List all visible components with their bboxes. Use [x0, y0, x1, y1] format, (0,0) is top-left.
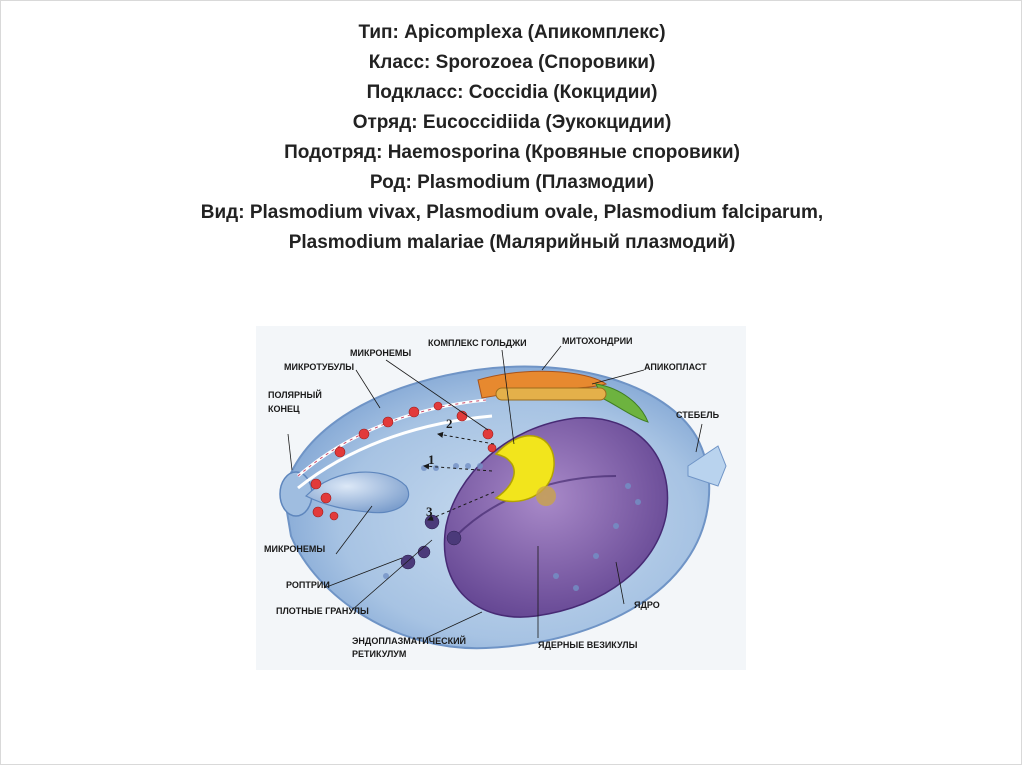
taxonomy-species-cont: Plasmodium malariae (Малярийный плазмодий) — [288, 232, 736, 253]
plasmodium-diagram — [256, 326, 746, 670]
label-mitochondria: МИТОХОНДРИИ — [562, 336, 633, 346]
pathway-number-1: 1 — [428, 452, 435, 467]
taxonomy-genus: Род: Plasmodium (Плазмодии) — [369, 172, 655, 193]
golgi-vesicles — [536, 486, 556, 506]
pathway-number-2: 2 — [446, 416, 453, 431]
label-microtubules: МИКРОТУБУЛЫ — [284, 362, 355, 372]
label-nucleus: ЯДРО — [634, 600, 660, 610]
label-polar-end-2: КОНЕЦ — [268, 404, 300, 414]
taxonomy-order: Отряд: Eucoccidiida (Эукокцидии) — [352, 112, 672, 133]
label-micronemes-top: МИКРОНЕМЫ — [350, 348, 412, 358]
label-micronemes-left: МИКРОНЕМЫ — [264, 544, 326, 554]
label-er-1: ЭНДОПЛАЗМАТИЧЕСКИЙ — [352, 636, 467, 646]
label-apicoplast: АПИКОПЛАСТ — [644, 362, 707, 372]
label-stalk: СТЕБЕЛЬ — [676, 410, 720, 420]
taxonomy-suborder: Подотряд: Haemosporina (Кровяные споровики) — [284, 142, 740, 163]
label-polar-end-1: ПОЛЯРНЫЙ — [268, 390, 322, 400]
pathway-number-3: 3 — [426, 504, 433, 519]
label-dense-granules: ПЛОТНЫЕ ГРАНУЛЫ — [276, 606, 369, 616]
label-nuclear-vesicles: ЯДЕРНЫЕ ВЕЗИКУЛЫ — [538, 640, 638, 650]
label-golgi-complex: КОМПЛЕКС ГОЛЬДЖИ — [428, 338, 527, 348]
taxonomy-species: Вид: Plasmodium vivax, Plasmodium ovale, Plasmodium falciparum, — [200, 202, 824, 223]
label-er-2: РЕТИКУЛУМ — [352, 649, 407, 659]
taxonomy-class: Класс: Sporozoea (Споровики) — [368, 52, 656, 73]
taxonomy-text — [40, 18, 984, 258]
apicoplast-band — [496, 388, 606, 400]
label-roptries: РОПТРИИ — [286, 580, 330, 590]
taxonomy-subclass: Подкласс: Coccidia (Кокцидии) — [366, 82, 658, 103]
taxonomy-type: Тип: Apicomplexa (Апикомплекс) — [358, 22, 666, 43]
